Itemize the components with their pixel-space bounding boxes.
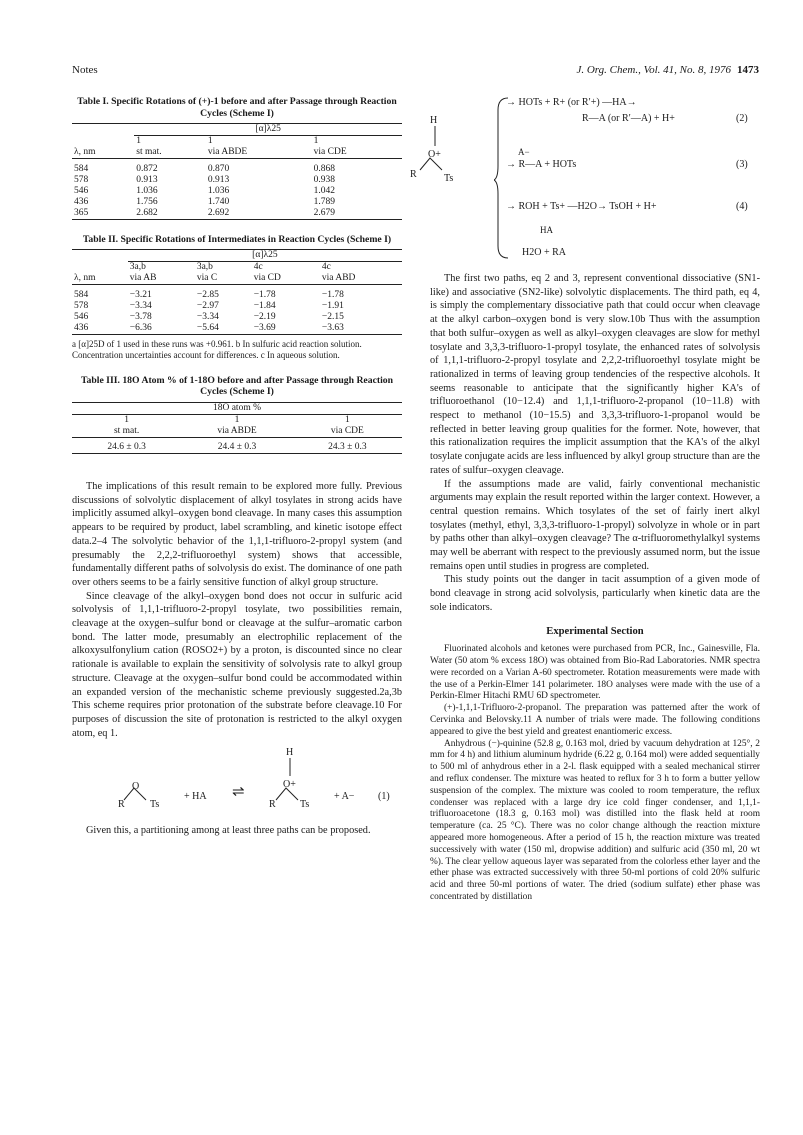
eq1-tosyl-2: Ts <box>300 799 310 811</box>
eq1-vertical-bond <box>288 758 294 778</box>
table-cell: −3.78 <box>129 311 152 322</box>
table-1 <box>72 96 402 220</box>
table-row <box>72 290 402 301</box>
table-cell: 1.036 <box>207 185 230 196</box>
eq1-oxygen: O <box>132 781 140 793</box>
table-1-col-top <box>72 136 134 148</box>
table-row <box>72 208 402 220</box>
table-cell: 578 <box>74 300 89 311</box>
eq1-bond-lines-2 <box>272 786 316 804</box>
scheme-hydrogen: H <box>430 115 438 126</box>
table-row <box>72 186 402 197</box>
paragraph: Fluorinated alcohols and ketones were purchased from PCR, Inc., Gainesville, Fla. Water (50 atom % excess 18O) was obtained from Bio-Rad Laboratories. NMR spectra were recorded on a Varian A-60 spectrometer. Rotation measurements were made with the use of a Perkin-Elmer 141 polarimeter. 18O analyses were made with the use of a Perkin-Elmer Hitachi RMU 6D spectrometer. <box>430 644 760 702</box>
table-cell: −2.15 <box>321 311 344 322</box>
table-cell: 24.4 ± 0.3 <box>181 442 292 454</box>
table-cell: 584 <box>74 289 89 300</box>
table-3-col-top: 1 <box>234 414 240 425</box>
table-2-col-top: 4c <box>321 262 331 272</box>
scheme-tosyl: Ts <box>444 173 454 184</box>
table-2-col-top <box>72 262 128 274</box>
table-2-footnote: a [α]25D of 1 used in these runs was +0.961. b In sulfuric acid reaction solution. Concentration uncertainties account for differences. c In aqueous solution. <box>72 338 362 360</box>
eq1-oxonium: O+ <box>283 779 296 791</box>
table-3-group-header: 18O atom % <box>72 402 402 414</box>
table-3-col-header: st mat. <box>72 426 181 438</box>
table-cell: −3.34 <box>196 311 219 322</box>
paragraph: Anhydrous (−)-quinine (52.8 g, 0.163 mol, dried by vacuum dehydration at 125°, 2 mm for 4 h) and lithium aluminum hydride (6.22 g, 0.164 mol) were added sequentially to 500 ml of anhydrous ether in a 2-l. flask equipped with a sealed mechanical stirrer and reflux condenser. The mixture was heated to reflux for 3 h to form a butter yellow suspension of the complex. The mixture was cooled to room temperature, the reflux condenser was replaced with a large dry ice cold finger condenser, and 1,1,1-trifluoroacetone (18.3 g, 0.163 mol) was distilled into the flask held at room temperature (ca. 25 °C). There was no color change although the reaction mixture appeared more homogeneous. After a period of 15 h, the reaction mixture was treated successively with water (150 ml, dropwise addition) and sulfuric acid (350 ml, 20 wt %). The clear yellow aqueous layer was separated from the colorless ether layer and the ether phase was extracted successively with three 50-ml portions of cold 20% sulfuric acid and three 50-ml portions of water. The dried (sodium sulfate) ether phase was concentrated by distillation <box>430 738 760 903</box>
table-cell: 584 <box>74 163 89 174</box>
table-row <box>72 312 402 323</box>
table-cell: −1.84 <box>253 300 276 311</box>
table-3-grid <box>72 402 402 455</box>
scheme-oxonium: O+ <box>428 149 441 160</box>
page-number: 1473 <box>737 64 759 76</box>
paragraph: Given this, a partitioning among at least three paths can be proposed. <box>86 825 371 837</box>
table-cell: 2.682 <box>134 208 206 220</box>
table-row <box>72 197 402 208</box>
scheme-bottom-product: H2O + RA <box>522 247 566 258</box>
paragraph: This study points out the danger in tacit assumption of a given mode of bond cleavage in strong acid solvolysis, particularly when kinetic data are the sole indicators. <box>430 574 760 613</box>
table-2-col-header: via AB <box>128 273 195 285</box>
table-cell: 0.913 <box>207 174 230 185</box>
table-cell: 578 <box>74 174 89 185</box>
eq1-tosyl: Ts <box>150 799 160 811</box>
experimental-section <box>430 644 760 904</box>
table-3-col-header: via ABDE <box>181 426 292 438</box>
scheme-bond-lines <box>416 156 460 174</box>
table-cell: −3.69 <box>252 323 320 335</box>
eq1-bond-lines <box>120 786 164 804</box>
table-2-col-header: via ABD <box>320 273 402 285</box>
table-1-caption: Table I. Specific Rotations of (+)-1 before and after Passage through Reaction Cycles (Scheme I) <box>77 96 397 119</box>
table-cell: −3.21 <box>129 289 152 300</box>
scheme-r-group: R <box>410 169 417 180</box>
path-4: → ROH + Ts+ —H2O→ TsOH + H+ <box>506 201 657 212</box>
table-1-col-top: 1 <box>313 136 319 146</box>
table-3-caption: Table III. 18O Atom % of 1-18O before and after Passage through Reaction Cycles (Scheme I) <box>80 374 394 397</box>
scheme-ha-arrow-label: HA <box>540 225 553 235</box>
table-2-grid <box>72 249 402 335</box>
table-cell: 1.756 <box>136 196 158 207</box>
table-cell: −1.78 <box>253 289 276 300</box>
eq1-plus-anion: + A− <box>334 791 355 803</box>
scheme-brace <box>494 96 510 262</box>
paragraph: The implications of this result remain to be explored more fully. Previous discussions of solvolytic displacement of alkyl tosylates in strong acids have implicitly assumed alkyl–oxygen bond cleavage. In many cases this assumption appears to be required by product, label scrambling, and kinetic isotope effect data.2–4 The solvolytic behavior of the 1,1,1-trifluoro-2-propyl system (and presumably the 2,2,2-trifluoroethyl system) shows that accessible, fundamentally different paths of solvolysis do exist. The dominance of one path over others seems to be a fairly sensitive function of alkyl group structure. <box>72 481 402 588</box>
eq1-r-group: R <box>118 799 125 811</box>
table-3-col-top: 1 <box>344 414 350 425</box>
table-cell: 546 <box>74 185 89 196</box>
table-2-group-header: [α]λ25 <box>128 250 402 262</box>
table-2-col-header: λ, nm <box>72 273 128 285</box>
table-2-col-header: via C <box>195 273 252 285</box>
table-cell: 2.679 <box>312 208 402 220</box>
table-cell: 1.042 <box>313 185 336 196</box>
paragraph: If the assumptions made are valid, fairly conventional mechanistic arguments may explain the result reported within the larger context. However, a central question remains. Which tosylates of the set of fairly inert alkyl tosylates (methyl, ethyl, 3,3,3-trifluoro-1-propyl) solvolyze in whole or in part by paths other than alkyl–oxygen cleavage? The α-trifluoromethylalkyl systems may well be aberrant with respect to the previously assumed norm, but the issue remains open until studies in progress are completed. <box>430 478 760 572</box>
table-1-group-header: [α]λ25 <box>134 124 402 136</box>
table-cell: −1.78 <box>321 289 344 300</box>
right-body-text <box>430 272 760 615</box>
table-cell: 365 <box>72 208 134 220</box>
table-cell: −6.36 <box>128 323 195 335</box>
table-cell: −3.63 <box>320 323 402 335</box>
running-head-section: Notes <box>72 64 98 76</box>
journal-citation: J. Org. Chem., Vol. 41, No. 8, 1976 <box>576 64 731 76</box>
path-4-number: (4) <box>736 201 748 212</box>
table-cell: −2.85 <box>196 289 219 300</box>
table-1-col-header: via ABDE <box>206 147 312 159</box>
table-3-col-header: via CDE <box>293 426 402 438</box>
table-cell: 1.789 <box>313 196 336 207</box>
table-1-col-top: 1 <box>136 136 141 146</box>
table-row <box>72 175 402 186</box>
eq1-number: (1) <box>378 791 390 803</box>
table-cell: 0.938 <box>313 174 336 185</box>
eq1-r-group-2: R <box>269 799 276 811</box>
table-cell: 436 <box>72 323 128 335</box>
table-3-col-top: 1 <box>124 414 129 425</box>
table-cell: −2.19 <box>253 311 276 322</box>
table-cell: 436 <box>74 196 89 207</box>
paragraph: Since cleavage of the alkyl–oxygen bond does not occur in sulfuric acid solvolysis of 1,1,1-trifluoro-2-propyl tosylate, two possibilities remain, cleavage at the oxygen–sulfur bond or cleavage at the sulfur–aromatic carbon bond. The latter mode, presumably an electrophilic replacement of the alkoxysulfonylium cation (ROSO2+) by a proton, is discounted since no clear rationale is available to explain the sensitivity of solvolysis rate to alkyl group structure. Cleavage at the oxygen–sulfur bond could be accommodated within an expanded version of the mechanistic scheme previously suggested.2a,3b This scheme requires prior protonation of the substrate before cleavage.10 For purposes of discussion the site of protonation is restricted to the alkyl oxygen atom, eq 1. <box>72 590 402 739</box>
table-cell: 0.868 <box>313 163 336 174</box>
table-1-grid <box>72 123 402 220</box>
table-cell: 0.913 <box>136 174 158 185</box>
right-column <box>410 96 760 904</box>
table-cell: −5.64 <box>195 323 252 335</box>
eq1-plus-ha: + HA <box>184 791 207 803</box>
table-cell: −2.97 <box>196 300 219 311</box>
left-column <box>72 96 402 838</box>
table-2-col-top: 4c <box>253 262 263 272</box>
table-1-col-header: via CDE <box>312 147 402 159</box>
section-heading: Experimental Section <box>546 625 644 637</box>
table-row <box>72 442 402 454</box>
path-2-line-1: → HOTs + R+ (or R′+) —HA→ <box>506 97 637 108</box>
eq1-equilibrium-arrow: ⇌ <box>232 784 245 801</box>
path-3-number: (3) <box>736 159 748 170</box>
table-cell: 24.3 ± 0.3 <box>293 442 402 454</box>
path-3: → R—A + HOTs <box>506 159 577 170</box>
table-1-col-header: λ, nm <box>72 147 134 159</box>
eq1-hydrogen: H <box>286 747 294 759</box>
table-cell: 2.692 <box>206 208 312 220</box>
reaction-scheme <box>410 96 760 266</box>
equation-1 <box>72 746 402 824</box>
table-row <box>72 164 402 175</box>
path-3-nucleophile: A− <box>518 147 530 157</box>
table-2 <box>72 234 402 361</box>
table-2-col-header: via CD <box>252 273 320 285</box>
table-cell: 546 <box>74 311 89 322</box>
table-1-col-header: st mat. <box>134 147 206 159</box>
path-2-line-2: R—A (or R′—A) + H+ <box>582 113 675 124</box>
scheme-vertical-bond <box>433 126 439 148</box>
table-cell: 1.036 <box>136 185 158 196</box>
table-cell: −1.91 <box>321 300 344 311</box>
paragraph: (+)-1,1,1-Trifluoro-2-propanol. The preparation was patterned after the work of Cervinka and Belovsky.11 A number of trials were made. The following conditions appeared to give the best yield and greatest enantiomeric excess. <box>430 703 760 737</box>
table-2-caption: Table II. Specific Rotations of Intermediates in Reaction Cycles (Scheme I) <box>82 233 392 245</box>
left-body-text <box>72 480 402 740</box>
running-head-journal <box>576 64 759 76</box>
table-cell: 0.870 <box>207 163 230 174</box>
paragraph: The first two paths, eq 2 and 3, represent conventional dissociative (SN1-like) and associative (SN2-like) solvolytic displacements. The third path, eq 4, is simply the complementary dissociative path that could occur when cleavage at the alkyl carbon–oxygen bond is very slow.10b Thus with the assumption that both sulfur–oxygen as well as alkyl–oxygen cleavages are slow for methyl tosylate and 3,3,3-trifluoro-1-propyl tosylate, the enhanced rates of solvolysis of 1,1,1-trifluoro-2-propyl tosylate and 2,2,2-trifluoroethyl tosylate might be rationalized in terms of leaving group tendencies of the respective alcohols. It seems reasonable to anticipate that the significantly higher KA's of trifluoroethanol (10−12.4) and 1,1,1-trifluoro-2-propanol (10−11.8) with respect to methanol (10−15.5) and 3,3,3-trifluoro-1-propanol would be reflected in better leaving group qualities for the former. Note, however, that this rationalization requires the implicit assumption that the KA's of the alkyl tosylate conjugate acids are less influenced by alkyl group structure than are the rates of sulfur–oxygen cleavage. <box>430 273 760 476</box>
path-2-number: (2) <box>736 113 748 124</box>
table-2-col-top: 3a,b <box>129 262 146 272</box>
table-row <box>72 301 402 312</box>
table-cell: 0.872 <box>136 163 158 174</box>
table-cell: 24.6 ± 0.3 <box>72 442 181 454</box>
table-cell: 1.740 <box>207 196 230 207</box>
table-3 <box>72 375 402 455</box>
table-1-col-top: 1 <box>207 136 213 146</box>
table-cell: −3.34 <box>129 300 152 311</box>
table-2-col-top: 3a,b <box>196 262 213 272</box>
table-row <box>72 323 402 335</box>
